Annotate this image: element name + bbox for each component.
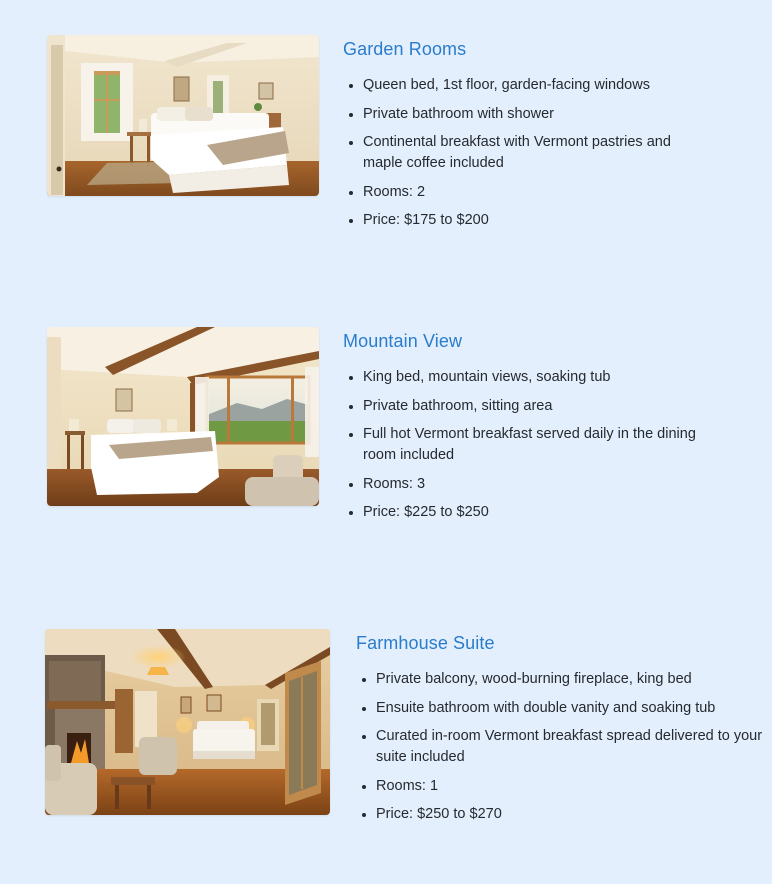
room-info-garden-rooms: [343, 37, 743, 239]
feature-list: [343, 367, 713, 523]
feature-item-price: • Price: $250 to $270: [376, 804, 766, 825]
feature-item-bathroom: • Ensuite bathroom with double vanity and soaking tub: [376, 698, 766, 719]
room-title: Mountain View: [343, 331, 463, 351]
feature-item-breakfast: • Continental breakfast with Vermont pastries and maple coffee included: [363, 132, 703, 174]
feature-item-room-count: • Rooms: 3: [363, 474, 713, 495]
feature-list: [343, 75, 703, 231]
feature-list: [356, 669, 766, 825]
feature-item-room-count: • Rooms: 1: [376, 776, 766, 797]
feature-item-breakfast: • Full hot Vermont breakfast served daily in the dining room included: [363, 424, 713, 466]
feature-item-bathroom: • Private bathroom with shower: [363, 104, 703, 125]
room-photo-mountain-view: [47, 327, 319, 506]
room-photo-garden-rooms: [47, 35, 319, 196]
feature-item-room-count: • Rooms: 2: [363, 182, 703, 203]
feature-item-bathroom: • Private bathroom, sitting area: [363, 396, 713, 417]
feature-item-breakfast: • Curated in-room Vermont breakfast spread delivered to your suite included: [376, 726, 766, 768]
feature-item-bed: • King bed, mountain views, soaking tub: [363, 367, 713, 388]
feature-item-amenities: • Private balcony, wood-burning fireplace, king bed: [376, 669, 766, 690]
feature-item-bed: • Queen bed, 1st floor, garden-facing windows: [363, 75, 703, 96]
bedroom-photo-image: [45, 629, 330, 815]
feature-item-price: • Price: $225 to $250: [363, 502, 713, 523]
room-info-mountain-view: [343, 329, 743, 531]
room-title: Garden Rooms: [343, 39, 467, 59]
bedroom-photo-image: [47, 35, 319, 196]
room-info-farmhouse-suite: [356, 631, 766, 833]
bedroom-photo-image: [47, 327, 319, 506]
room-photo-farmhouse-suite: [45, 629, 330, 815]
room-title: Farmhouse Suite: [356, 633, 495, 653]
feature-item-price: • Price: $175 to $200: [363, 210, 703, 231]
